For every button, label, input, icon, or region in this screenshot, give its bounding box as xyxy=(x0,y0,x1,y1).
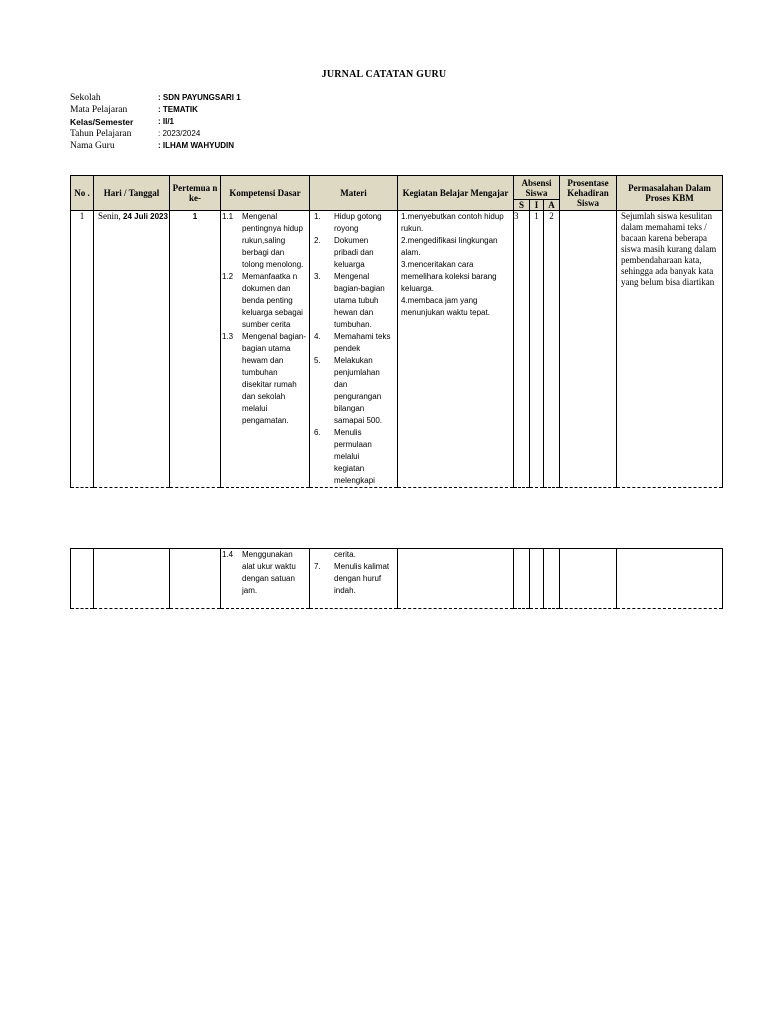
list-item xyxy=(314,561,391,597)
info-label: Sekolah xyxy=(70,93,101,103)
list-item xyxy=(222,271,307,331)
cell-kompetensi-dasar xyxy=(221,211,310,488)
cell-permasalahan: Sejumlah siswa kesulitan dalam memahami teks / bacaan karena beberapa siswa masih kurang dalam pembendaharaan kata, sehingga ada banyak kata yang belum bisa diartikan xyxy=(617,211,723,488)
info-value: : TEMATIK xyxy=(158,105,198,114)
document-title: JURNAL CATATAN GURU xyxy=(321,69,447,80)
cell-prosentase xyxy=(560,211,617,488)
kegiatan-item: 2.mengedifikasi lingkungan alam. xyxy=(401,236,498,257)
info-label: Tahun Pelajaran xyxy=(70,129,132,139)
cell-kegiatan xyxy=(398,549,514,609)
header-absensi-i: I xyxy=(530,200,544,211)
materi-number: 2. xyxy=(314,236,321,245)
cell-absensi-a xyxy=(544,549,560,609)
table-row xyxy=(71,211,723,488)
info-value: : II/1 xyxy=(158,117,175,126)
cell-no: 1 xyxy=(71,211,94,488)
materi-number: 6. xyxy=(314,428,321,437)
materi-text: Hidup gotong royong xyxy=(334,212,382,233)
cell-hari-tanggal xyxy=(94,549,170,609)
cell-absensi-s: 3 xyxy=(514,211,530,488)
list-item xyxy=(222,331,307,427)
kd-number: 1.3 xyxy=(222,332,234,341)
list-item xyxy=(314,427,391,487)
cell-materi xyxy=(310,211,398,488)
kegiatan-item: 3.menceritakan cara memelihara koleksi barang keluarga. xyxy=(401,260,497,293)
kd-number: 1.2 xyxy=(222,272,234,281)
cell-absensi-s xyxy=(514,549,530,609)
materi-text: Melakukan penjumlahan dan pengurangan bilangan samapai 500. xyxy=(334,356,383,425)
kd-text: Mengenal bagian-bagian utama hewam dan tumbuhan disekitar rumah dan sekolah melalui pengamatan. xyxy=(242,332,307,425)
header-hari-tanggal: Hari / Tanggal xyxy=(94,176,170,211)
kd-number: 1.4 xyxy=(222,550,234,559)
list-item xyxy=(314,211,391,235)
kd-text: Mengenal pentingnya hidup rukun,saling berbagi dan tolong menolong. xyxy=(242,212,304,269)
cell-prosentase xyxy=(560,549,617,609)
info-value: : SDN PAYUNGSARI 1 xyxy=(158,93,241,102)
header-absensi-a: A xyxy=(544,200,560,211)
materi-number: 4. xyxy=(314,332,321,341)
cell-absensi-a: 2 xyxy=(544,211,560,488)
header-permasalahan: Permasalahan Dalam Proses KBM xyxy=(617,176,723,211)
info-value: : 2023/2024 xyxy=(158,129,201,138)
list-item xyxy=(222,211,307,271)
list-item xyxy=(314,355,391,427)
cell-permasalahan xyxy=(617,549,723,609)
kegiatan-item: 4.membaca jam yang menunjukan waktu tepat. xyxy=(401,296,490,317)
journal-table xyxy=(70,175,723,488)
materi-continued: cerita. xyxy=(334,550,356,559)
cell-pertemuan: 1 xyxy=(170,211,221,488)
materi-number: 5. xyxy=(314,356,321,365)
list-item xyxy=(314,235,391,271)
info-label: Kelas/Semester xyxy=(70,117,134,127)
cell-kompetensi-dasar xyxy=(221,549,310,609)
info-label: Nama Guru xyxy=(70,141,115,151)
cell-absensi-i xyxy=(530,549,544,609)
header-kompetensi-dasar: Kompetensi Dasar xyxy=(221,176,310,211)
materi-number: 7. xyxy=(314,562,321,571)
kd-text: Menggunakan alat ukur waktu dengan satuan jam. xyxy=(242,550,296,595)
materi-text: Memahami teks pendek xyxy=(334,332,391,353)
table-row xyxy=(71,549,723,609)
journal-table-continued xyxy=(70,548,723,609)
materi-number: 1. xyxy=(314,212,321,221)
cell-materi xyxy=(310,549,398,609)
header-pertemuan: Pertemua n ke- xyxy=(170,176,221,211)
kegiatan-item: 1.menyebutkan contoh hidup rukun. xyxy=(401,212,504,233)
list-item xyxy=(222,549,307,597)
info-label: Mata Pelajaran xyxy=(70,105,128,115)
header-absensi-s: S xyxy=(514,200,530,211)
header-kegiatan: Kegiatan Belajar Mengajar xyxy=(398,176,514,211)
date-label: 24 Juli 2023 xyxy=(123,212,168,221)
header-absensi: Absensi Siswa xyxy=(514,176,560,200)
materi-number: 3. xyxy=(314,272,321,281)
list-item xyxy=(314,331,391,355)
cell-hari-tanggal xyxy=(94,211,170,488)
header-no: No . xyxy=(71,176,94,211)
header-prosentase: Prosentase Kehadiran Siswa xyxy=(560,176,617,211)
materi-text: Menulis permulaan melalui kegiatan melengkapi xyxy=(334,428,375,485)
cell-pertemuan xyxy=(170,549,221,609)
materi-text: Mengenal bagian-bagian utama tubuh hewan dan tumbuhan. xyxy=(334,272,385,329)
kd-number: 1.1 xyxy=(222,212,234,221)
materi-text: Dokumen pribadi dan keluarga xyxy=(334,236,374,269)
list-item xyxy=(314,271,391,331)
materi-text: Menulis kalimat dengan huruf indah. xyxy=(334,562,390,595)
cell-no xyxy=(71,549,94,609)
kd-text: Memanfaatka n dokumen dan benda penting keluarga sebagai sumber cerita xyxy=(242,272,303,329)
day-label: Senin, xyxy=(98,211,124,221)
cell-kegiatan xyxy=(398,211,514,488)
info-value: : ILHAM WAHYUDIN xyxy=(158,141,234,150)
header-materi: Materi xyxy=(310,176,398,211)
cell-absensi-i: 1 xyxy=(530,211,544,488)
